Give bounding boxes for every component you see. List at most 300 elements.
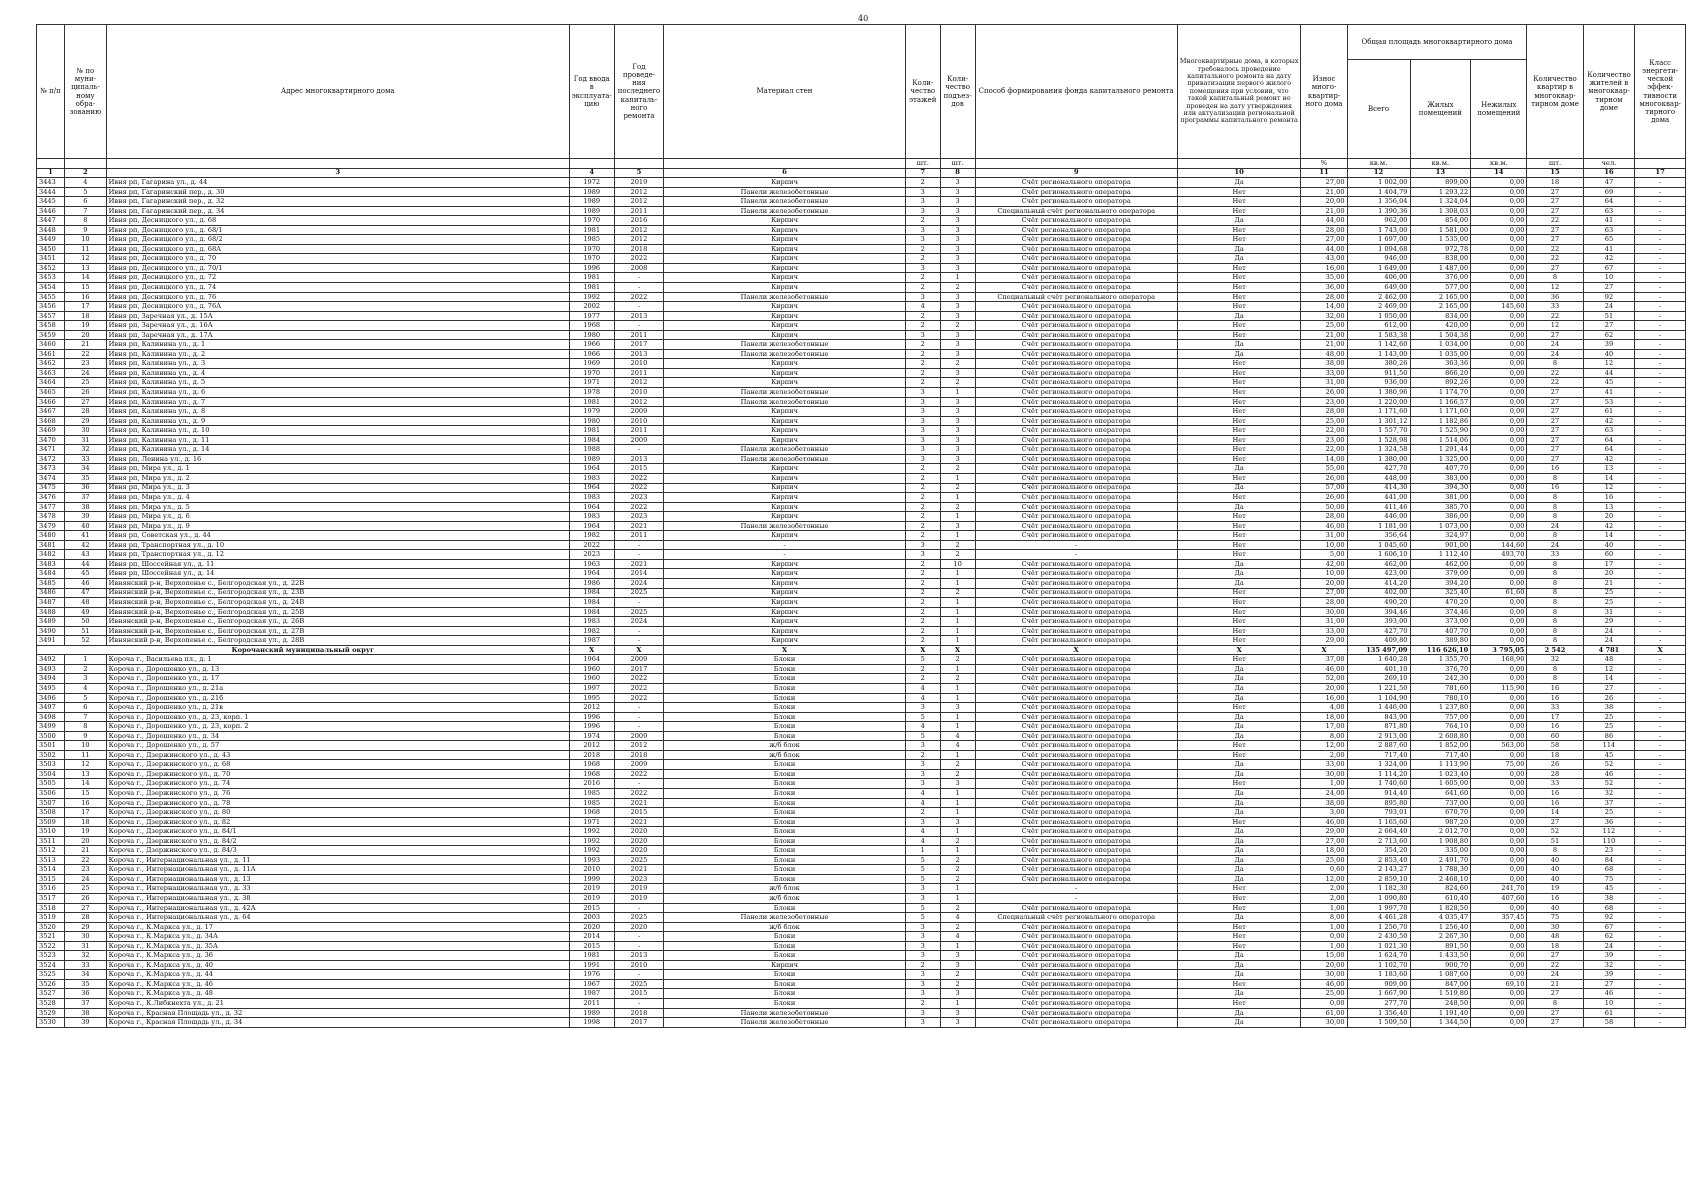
table-row <box>37 540 1686 550</box>
header-wear: Износ много-квартир-ного дома <box>1301 25 1347 159</box>
table-row <box>37 808 1686 818</box>
cell-total-area: 2 713,60 <box>1347 836 1410 846</box>
cell-municipal-number: 18 <box>65 311 107 321</box>
cell-address: Ивня рп, Калинина ул., д. 10 <box>106 426 569 436</box>
cell-residents: 41 <box>1583 216 1635 226</box>
cell-nonresidential-area: 0,00 <box>1471 283 1527 293</box>
cell-wall-material: Панели железобетонные <box>664 349 906 359</box>
cell-row-number: 3476 <box>37 493 65 503</box>
cell-wall-material: Блоки <box>664 722 906 732</box>
cell-fund-method: Счёт регионального оператора <box>975 330 1177 340</box>
cell-fund-method: Счёт регионального оператора <box>975 626 1177 636</box>
cell-residents: 65 <box>1583 235 1635 245</box>
cell-nonresidential-area: 0,00 <box>1471 664 1527 674</box>
cell-municipal-number: 12 <box>65 254 107 264</box>
cell-entrances: 3 <box>940 311 975 321</box>
table-row <box>37 225 1686 235</box>
cell-floors: 5 <box>905 855 940 865</box>
table-row <box>37 617 1686 627</box>
cell-apartments: 24 <box>1527 340 1583 350</box>
cell-address: Ивня рп, Мира ул., д. 2 <box>106 473 569 483</box>
cell-residents: 32 <box>1583 789 1635 799</box>
cell-row-number: 3460 <box>37 340 65 350</box>
cell-residential-area: 379,00 <box>1410 569 1471 579</box>
unit-municipal-number <box>65 159 107 169</box>
cell-last-repair-year: 2020 <box>614 846 663 856</box>
cell-wall-material: Кирпич <box>664 636 906 646</box>
cell-wall-material: Кирпич <box>664 512 906 522</box>
cell-wear: 4,00 <box>1301 703 1347 713</box>
cell-apartments: 12 <box>1527 283 1583 293</box>
unit-apartments: шт. <box>1527 159 1583 169</box>
cell-floors: 3 <box>905 703 940 713</box>
cell-address: Ивня рп, Десницкого ул., д. 68/2 <box>106 235 569 245</box>
cell-apartments: 16 <box>1527 464 1583 474</box>
cell-apartments: 22 <box>1527 378 1583 388</box>
cell-wear: 44,00 <box>1301 244 1347 254</box>
cell-entrances: 3 <box>940 416 975 426</box>
cell-floors: 2 <box>905 674 940 684</box>
cell-address: Ивня рп, Советская ул., д. 44 <box>106 531 569 541</box>
cell-row-number: 3499 <box>37 722 65 732</box>
cell-wear: 30,00 <box>1301 1018 1347 1028</box>
cell-fund-method: Счёт регионального оператора <box>975 521 1177 531</box>
cell-nonresidential-area: 0,00 <box>1471 769 1527 779</box>
cell-year-built: 1982 <box>569 626 614 636</box>
cell-address: Короча г., Дзержинского ул., д. 84/2 <box>106 836 569 846</box>
cell-wall-material: Кирпич <box>664 244 906 254</box>
cell-wall-material: Блоки <box>664 989 906 999</box>
cell-nonresidential-area: 0,00 <box>1471 960 1527 970</box>
cell-wear: 8,00 <box>1301 913 1347 923</box>
table-row <box>37 569 1686 579</box>
cell-apartments: 18 <box>1527 941 1583 951</box>
unit-residents: чел. <box>1583 159 1635 169</box>
cell-wear: 28,00 <box>1301 292 1347 302</box>
cell-residential-area: 1 073,00 <box>1410 521 1471 531</box>
cell-last-repair-year: 2021 <box>614 865 663 875</box>
table-row <box>37 722 1686 732</box>
cell-row-number: 3475 <box>37 483 65 493</box>
cell-address: Короча г., Дзержинского ул., д. 74 <box>106 779 569 789</box>
cell-last-repair-year: 2025 <box>614 588 663 598</box>
cell-address: Короча г., Дорошенко ул., д. 23, корп. 2 <box>106 722 569 732</box>
cell-entrances: 2 <box>940 540 975 550</box>
cell-year-built: 1989 <box>569 206 614 216</box>
cell-residents: 112 <box>1583 827 1635 837</box>
cell-energy-class: - <box>1635 283 1686 293</box>
cell-address: Ивня рп, Десницкого ул., д. 70/1 <box>106 263 569 273</box>
cell-last-repair-year: 2021 <box>614 798 663 808</box>
cell-year-built: 1967 <box>569 979 614 989</box>
cell-apartments: 19 <box>1527 884 1583 894</box>
cell-energy-class: - <box>1635 311 1686 321</box>
cell-year-built: 1979 <box>569 407 614 417</box>
cell-year-built: 1964 <box>569 655 614 665</box>
cell-fund-method: Счёт регионального оператора <box>975 617 1177 627</box>
cell-nonresidential-area: 0,00 <box>1471 922 1527 932</box>
cell-residents: 21 <box>1583 578 1635 588</box>
table-row <box>37 903 1686 913</box>
cell-address: Ивня рп, Мира ул., д. 9 <box>106 521 569 531</box>
cell-entrances: 3 <box>940 263 975 273</box>
cell-energy-class: - <box>1635 254 1686 264</box>
cell-wear: 1,00 <box>1301 922 1347 932</box>
cell-repair-required: Нет <box>1177 617 1301 627</box>
cell-municipal-number: 22 <box>65 855 107 865</box>
cell-wall-material: Панели железобетонные <box>664 1008 906 1018</box>
cell-year-built: 2003 <box>569 913 614 923</box>
cell-nonresidential-area: 0,00 <box>1471 368 1527 378</box>
cell-fund-method: Счёт регионального оператора <box>975 731 1177 741</box>
cell-municipal-number: 21 <box>65 340 107 350</box>
cell-last-repair-year: 2022 <box>614 683 663 693</box>
cell-total-area: 1 324,58 <box>1347 445 1410 455</box>
cell-residential-area: 1 525,90 <box>1410 426 1471 436</box>
cell-address: Ивня рп, Калинина ул., д. 8 <box>106 407 569 417</box>
cell-fund-method: Счёт регионального оператора <box>975 750 1177 760</box>
cell-residents: 69 <box>1583 187 1635 197</box>
cell-floors: 3 <box>905 769 940 779</box>
cell-municipal-number: 31 <box>65 435 107 445</box>
cell-address: Ивнянский р-н, Верхопенье с., Белгородская ул., д. 23В <box>106 588 569 598</box>
cell-wear: 28,00 <box>1301 598 1347 608</box>
table-row <box>37 970 1686 980</box>
cell-energy-class: - <box>1635 340 1686 350</box>
cell-municipal-number: 23 <box>65 865 107 875</box>
cell-nonresidential-area: 0,00 <box>1471 263 1527 273</box>
cell-repair-required: Да <box>1177 693 1301 703</box>
cell-apartments: 22 <box>1527 960 1583 970</box>
cell-nonresidential-area: 0,00 <box>1471 598 1527 608</box>
cell-total-area: 793,01 <box>1347 808 1410 818</box>
cell-energy-class: - <box>1635 846 1686 856</box>
cell-municipal-number: 33 <box>65 454 107 464</box>
cell-residents: 84 <box>1583 855 1635 865</box>
cell-energy-class: - <box>1635 445 1686 455</box>
cell-row-number: 3458 <box>37 321 65 331</box>
cell-municipal-number: 13 <box>65 769 107 779</box>
cell-residents: 68 <box>1583 865 1635 875</box>
cell-year-built: 1980 <box>569 330 614 340</box>
cell-residents: 10 <box>1583 999 1635 1009</box>
cell-wall-material: Блоки <box>664 769 906 779</box>
cell-wall-material: Кирпич <box>664 225 906 235</box>
table-row <box>37 521 1686 531</box>
cell-residential-area: 4 035,47 <box>1410 913 1471 923</box>
cell-apartments: 22 <box>1527 311 1583 321</box>
cell-apartments: 27 <box>1527 989 1583 999</box>
cell-residents: 62 <box>1583 932 1635 942</box>
cell-floors: 2 <box>905 502 940 512</box>
cell-row-number: 3457 <box>37 311 65 321</box>
cell-last-repair-year: 2017 <box>614 664 663 674</box>
cell-energy-class: - <box>1635 416 1686 426</box>
cell-entrances: 3 <box>940 960 975 970</box>
cell-residents: 32 <box>1583 960 1635 970</box>
cell-floors: 2 <box>905 617 940 627</box>
cell-last-repair-year: 2012 <box>614 187 663 197</box>
cell-repair-required: Нет <box>1177 636 1301 646</box>
table-row <box>37 531 1686 541</box>
cell-year-built: 1977 <box>569 311 614 321</box>
cell-entrances: 3 <box>940 397 975 407</box>
header-area-nonresidential: Нежилых помещений <box>1471 60 1527 159</box>
cell-wear: 24,00 <box>1301 789 1347 799</box>
cell-floors: 3 <box>905 187 940 197</box>
cell-nonresidential-area: 0,00 <box>1471 750 1527 760</box>
cell-address: Ивня рп, Транспортная ул., д. 10 <box>106 540 569 550</box>
cell-wear: 26,00 <box>1301 388 1347 398</box>
table-row <box>37 922 1686 932</box>
cell-apartments: 17 <box>1527 712 1583 722</box>
cell-row-number: 3456 <box>37 302 65 312</box>
cell-floors: 3 <box>905 760 940 770</box>
cell-repair-required: Нет <box>1177 426 1301 436</box>
cell-residential-area: 242,30 <box>1410 674 1471 684</box>
cell-residents: 58 <box>1583 1018 1635 1028</box>
cell-year-built: 1972 <box>569 178 614 188</box>
cell-apartments: 30 <box>1527 922 1583 932</box>
cell-last-repair-year: 2018 <box>614 1008 663 1018</box>
cell-municipal-number: 29 <box>65 416 107 426</box>
cell-floors: 3 <box>905 540 940 550</box>
unit-year-built <box>569 159 614 169</box>
column-number-wall-material: 6 <box>664 169 906 178</box>
cell-entrances: 1 <box>940 789 975 799</box>
cell-year-built: 1970 <box>569 216 614 226</box>
cell-nonresidential-area: 0,00 <box>1471 712 1527 722</box>
cell-repair-required: Нет <box>1177 235 1301 245</box>
cell-floors: 4 <box>905 827 940 837</box>
cell-year-built: 1983 <box>569 493 614 503</box>
cell-municipal-number: 30 <box>65 932 107 942</box>
cell-residential-area: 737,00 <box>1410 798 1471 808</box>
cell-residents: 14 <box>1583 674 1635 684</box>
unit-residential-area: кв.м. <box>1410 159 1471 169</box>
cell-repair-required: Нет <box>1177 588 1301 598</box>
cell-wear: 26,00 <box>1301 473 1347 483</box>
cell-last-repair-year: 2018 <box>614 244 663 254</box>
cell-energy-class: - <box>1635 693 1686 703</box>
cell-apartments: 8 <box>1527 674 1583 684</box>
cell-nonresidential-area: 0,00 <box>1471 359 1527 369</box>
cell-energy-class: - <box>1635 932 1686 942</box>
cell-last-repair-year: 2023 <box>614 512 663 522</box>
cell-floors: 2 <box>905 607 940 617</box>
cell-residents: 48 <box>1583 655 1635 665</box>
cell-residential-area: 1 514,06 <box>1410 435 1471 445</box>
table-row <box>37 254 1686 264</box>
cell-fund-method: Счёт регионального оператора <box>975 349 1177 359</box>
cell-municipal-number: 33 <box>65 960 107 970</box>
cell-municipal-number: 10 <box>65 741 107 751</box>
cell-floors: 3 <box>905 435 940 445</box>
cell-address: Ивня рп, Десницкого ул., д. 68 <box>106 216 569 226</box>
cell-wear: 55,00 <box>1301 464 1347 474</box>
cell-entrances: 2 <box>940 283 975 293</box>
cell-wear: 1,00 <box>1301 779 1347 789</box>
cell-wear: 29,00 <box>1301 827 1347 837</box>
cell-entrances: 2 <box>940 979 975 989</box>
cell-floors: 2 <box>905 808 940 818</box>
cell-wall-material: Кирпич <box>664 626 906 636</box>
cell-residential-area: 1 344,50 <box>1410 1018 1471 1028</box>
column-number-total-area: 12 <box>1347 169 1410 178</box>
cell-address: Короча г., К.Маркса ул., д. 40 <box>106 960 569 970</box>
table-row <box>37 397 1686 407</box>
cell-wall-material: Панели железобетонные <box>664 454 906 464</box>
cell-address: Ивня рп, Калинина ул., д. 2 <box>106 349 569 359</box>
cell-nonresidential-area: 0,00 <box>1471 607 1527 617</box>
cell-address: Короча г., К.Маркса ул., д. 46 <box>106 979 569 989</box>
cell-total-area: 2 462,00 <box>1347 292 1410 302</box>
cell-residents: 27 <box>1583 683 1635 693</box>
table-row <box>37 378 1686 388</box>
cell-municipal-number: 9 <box>65 225 107 235</box>
cell-nonresidential-area: 0,00 <box>1471 397 1527 407</box>
cell-apartments: 8 <box>1527 626 1583 636</box>
cell-floors: 2 <box>905 216 940 226</box>
cell-residents: 40 <box>1583 349 1635 359</box>
cell-last-repair-year: 2023 <box>614 493 663 503</box>
cell-residential-area: 407,70 <box>1410 626 1471 636</box>
cell-energy-class: - <box>1635 808 1686 818</box>
cell-entrances: 1 <box>940 827 975 837</box>
cell-row-number: 3469 <box>37 426 65 436</box>
cell-repair-required: Да <box>1177 960 1301 970</box>
cell-fund-method: Счёт регионального оператора <box>975 531 1177 541</box>
cell-repair-required: Нет <box>1177 292 1301 302</box>
cell-energy-class: - <box>1635 397 1686 407</box>
cell-last-repair-year: - <box>614 903 663 913</box>
unit-fund-method <box>975 159 1177 169</box>
cell-wear: 28,00 <box>1301 225 1347 235</box>
cell-wear: 52,00 <box>1301 674 1347 684</box>
cell-energy-class: - <box>1635 559 1686 569</box>
cell-apartments: 16 <box>1527 798 1583 808</box>
cell-floors: 2 <box>905 359 940 369</box>
cell-fund-method: Счёт регионального оператора <box>975 283 1177 293</box>
cell-last-repair-year: 2010 <box>614 359 663 369</box>
cell-wall-material: Кирпич <box>664 235 906 245</box>
cell-residents: 14 <box>1583 473 1635 483</box>
cell-total-area: 277,70 <box>1347 999 1410 1009</box>
cell-wall-material: Блоки <box>664 979 906 989</box>
cell-repair-required: Нет <box>1177 378 1301 388</box>
cell-total-area: 356,64 <box>1347 531 1410 541</box>
district-total-area: 135 497,09 <box>1347 645 1410 655</box>
cell-last-repair-year: - <box>614 283 663 293</box>
cell-entrances: 2 <box>940 502 975 512</box>
cell-residential-area: 1 112,40 <box>1410 550 1471 560</box>
cell-wear: 18,00 <box>1301 712 1347 722</box>
cell-entrances: 1 <box>940 636 975 646</box>
header-energy-class: Класс энергети-ческой эффек-тивности многоквар-тирного дома <box>1635 25 1686 159</box>
header-area-total: Всего <box>1347 60 1410 159</box>
cell-repair-required: Нет <box>1177 999 1301 1009</box>
cell-fund-method: Счёт регионального оператора <box>975 445 1177 455</box>
cell-floors: 2 <box>905 340 940 350</box>
cell-fund-method: Счёт регионального оператора <box>975 493 1177 503</box>
cell-total-area: 2 853,40 <box>1347 855 1410 865</box>
cell-municipal-number: 37 <box>65 999 107 1009</box>
cell-entrances: 3 <box>940 445 975 455</box>
cell-nonresidential-area: 0,00 <box>1471 569 1527 579</box>
cell-floors: 2 <box>905 311 940 321</box>
cell-wall-material: Панели железобетонные <box>664 187 906 197</box>
cell-year-built: 1989 <box>569 1008 614 1018</box>
cell-nonresidential-area: 0,00 <box>1471 999 1527 1009</box>
cell-residents: 114 <box>1583 741 1635 751</box>
cell-wear: 27,00 <box>1301 588 1347 598</box>
cell-address: Ивня рп, Гагаринский пер., д. 30 <box>106 187 569 197</box>
cell-energy-class: - <box>1635 836 1686 846</box>
cell-wear: 25,00 <box>1301 416 1347 426</box>
cell-address: Ивня рп, Гагарина ул., д. 44 <box>106 178 569 188</box>
cell-apartments: 8 <box>1527 569 1583 579</box>
cell-energy-class: - <box>1635 855 1686 865</box>
cell-residential-area: 1 166,57 <box>1410 397 1471 407</box>
cell-repair-required: Нет <box>1177 531 1301 541</box>
cell-residential-area: 1 113,90 <box>1410 760 1471 770</box>
table-row <box>37 693 1686 703</box>
cell-fund-method: Счёт регионального оператора <box>975 1018 1177 1028</box>
cell-nonresidential-area: 0,00 <box>1471 970 1527 980</box>
cell-entrances: 1 <box>940 894 975 904</box>
table-row <box>37 416 1686 426</box>
cell-energy-class: - <box>1635 244 1686 254</box>
cell-row-number: 3447 <box>37 216 65 226</box>
cell-fund-method: Счёт регионального оператора <box>975 683 1177 693</box>
cell-residents: 17 <box>1583 559 1635 569</box>
cell-wall-material: Блоки <box>664 712 906 722</box>
cell-row-number: 3467 <box>37 407 65 417</box>
cell-residential-area: 1 433,50 <box>1410 951 1471 961</box>
cell-nonresidential-area: 0,00 <box>1471 789 1527 799</box>
units-row <box>37 159 1686 169</box>
cell-entrances: 1 <box>940 388 975 398</box>
table-row <box>37 941 1686 951</box>
cell-municipal-number: 17 <box>65 302 107 312</box>
district-cell: X <box>664 645 906 655</box>
cell-wear: 31,00 <box>1301 617 1347 627</box>
cell-row-number: 3452 <box>37 263 65 273</box>
cell-nonresidential-area: 0,00 <box>1471 951 1527 961</box>
cell-row-number: 3450 <box>37 244 65 254</box>
cell-municipal-number: 38 <box>65 502 107 512</box>
cell-entrances: 3 <box>940 206 975 216</box>
cell-energy-class: - <box>1635 493 1686 503</box>
cell-residential-area: 1 035,00 <box>1410 349 1471 359</box>
cell-energy-class: - <box>1635 798 1686 808</box>
cell-row-number: 3510 <box>37 827 65 837</box>
cell-address: Короча г., Васильева пл., д. 1 <box>106 655 569 665</box>
cell-last-repair-year: - <box>614 302 663 312</box>
cell-wall-material: Кирпич <box>664 216 906 226</box>
cell-last-repair-year: 2014 <box>614 569 663 579</box>
cell-residential-area: 866,20 <box>1410 368 1471 378</box>
cell-nonresidential-area: 0,00 <box>1471 674 1527 684</box>
cell-repair-required: Нет <box>1177 493 1301 503</box>
cell-row-number: 3443 <box>37 178 65 188</box>
cell-fund-method: Счёт регионального оператора <box>975 407 1177 417</box>
table-row <box>37 712 1686 722</box>
cell-floors: 2 <box>905 588 940 598</box>
cell-apartments: 40 <box>1527 874 1583 884</box>
cell-apartments: 27 <box>1527 206 1583 216</box>
cell-year-built: 2019 <box>569 884 614 894</box>
